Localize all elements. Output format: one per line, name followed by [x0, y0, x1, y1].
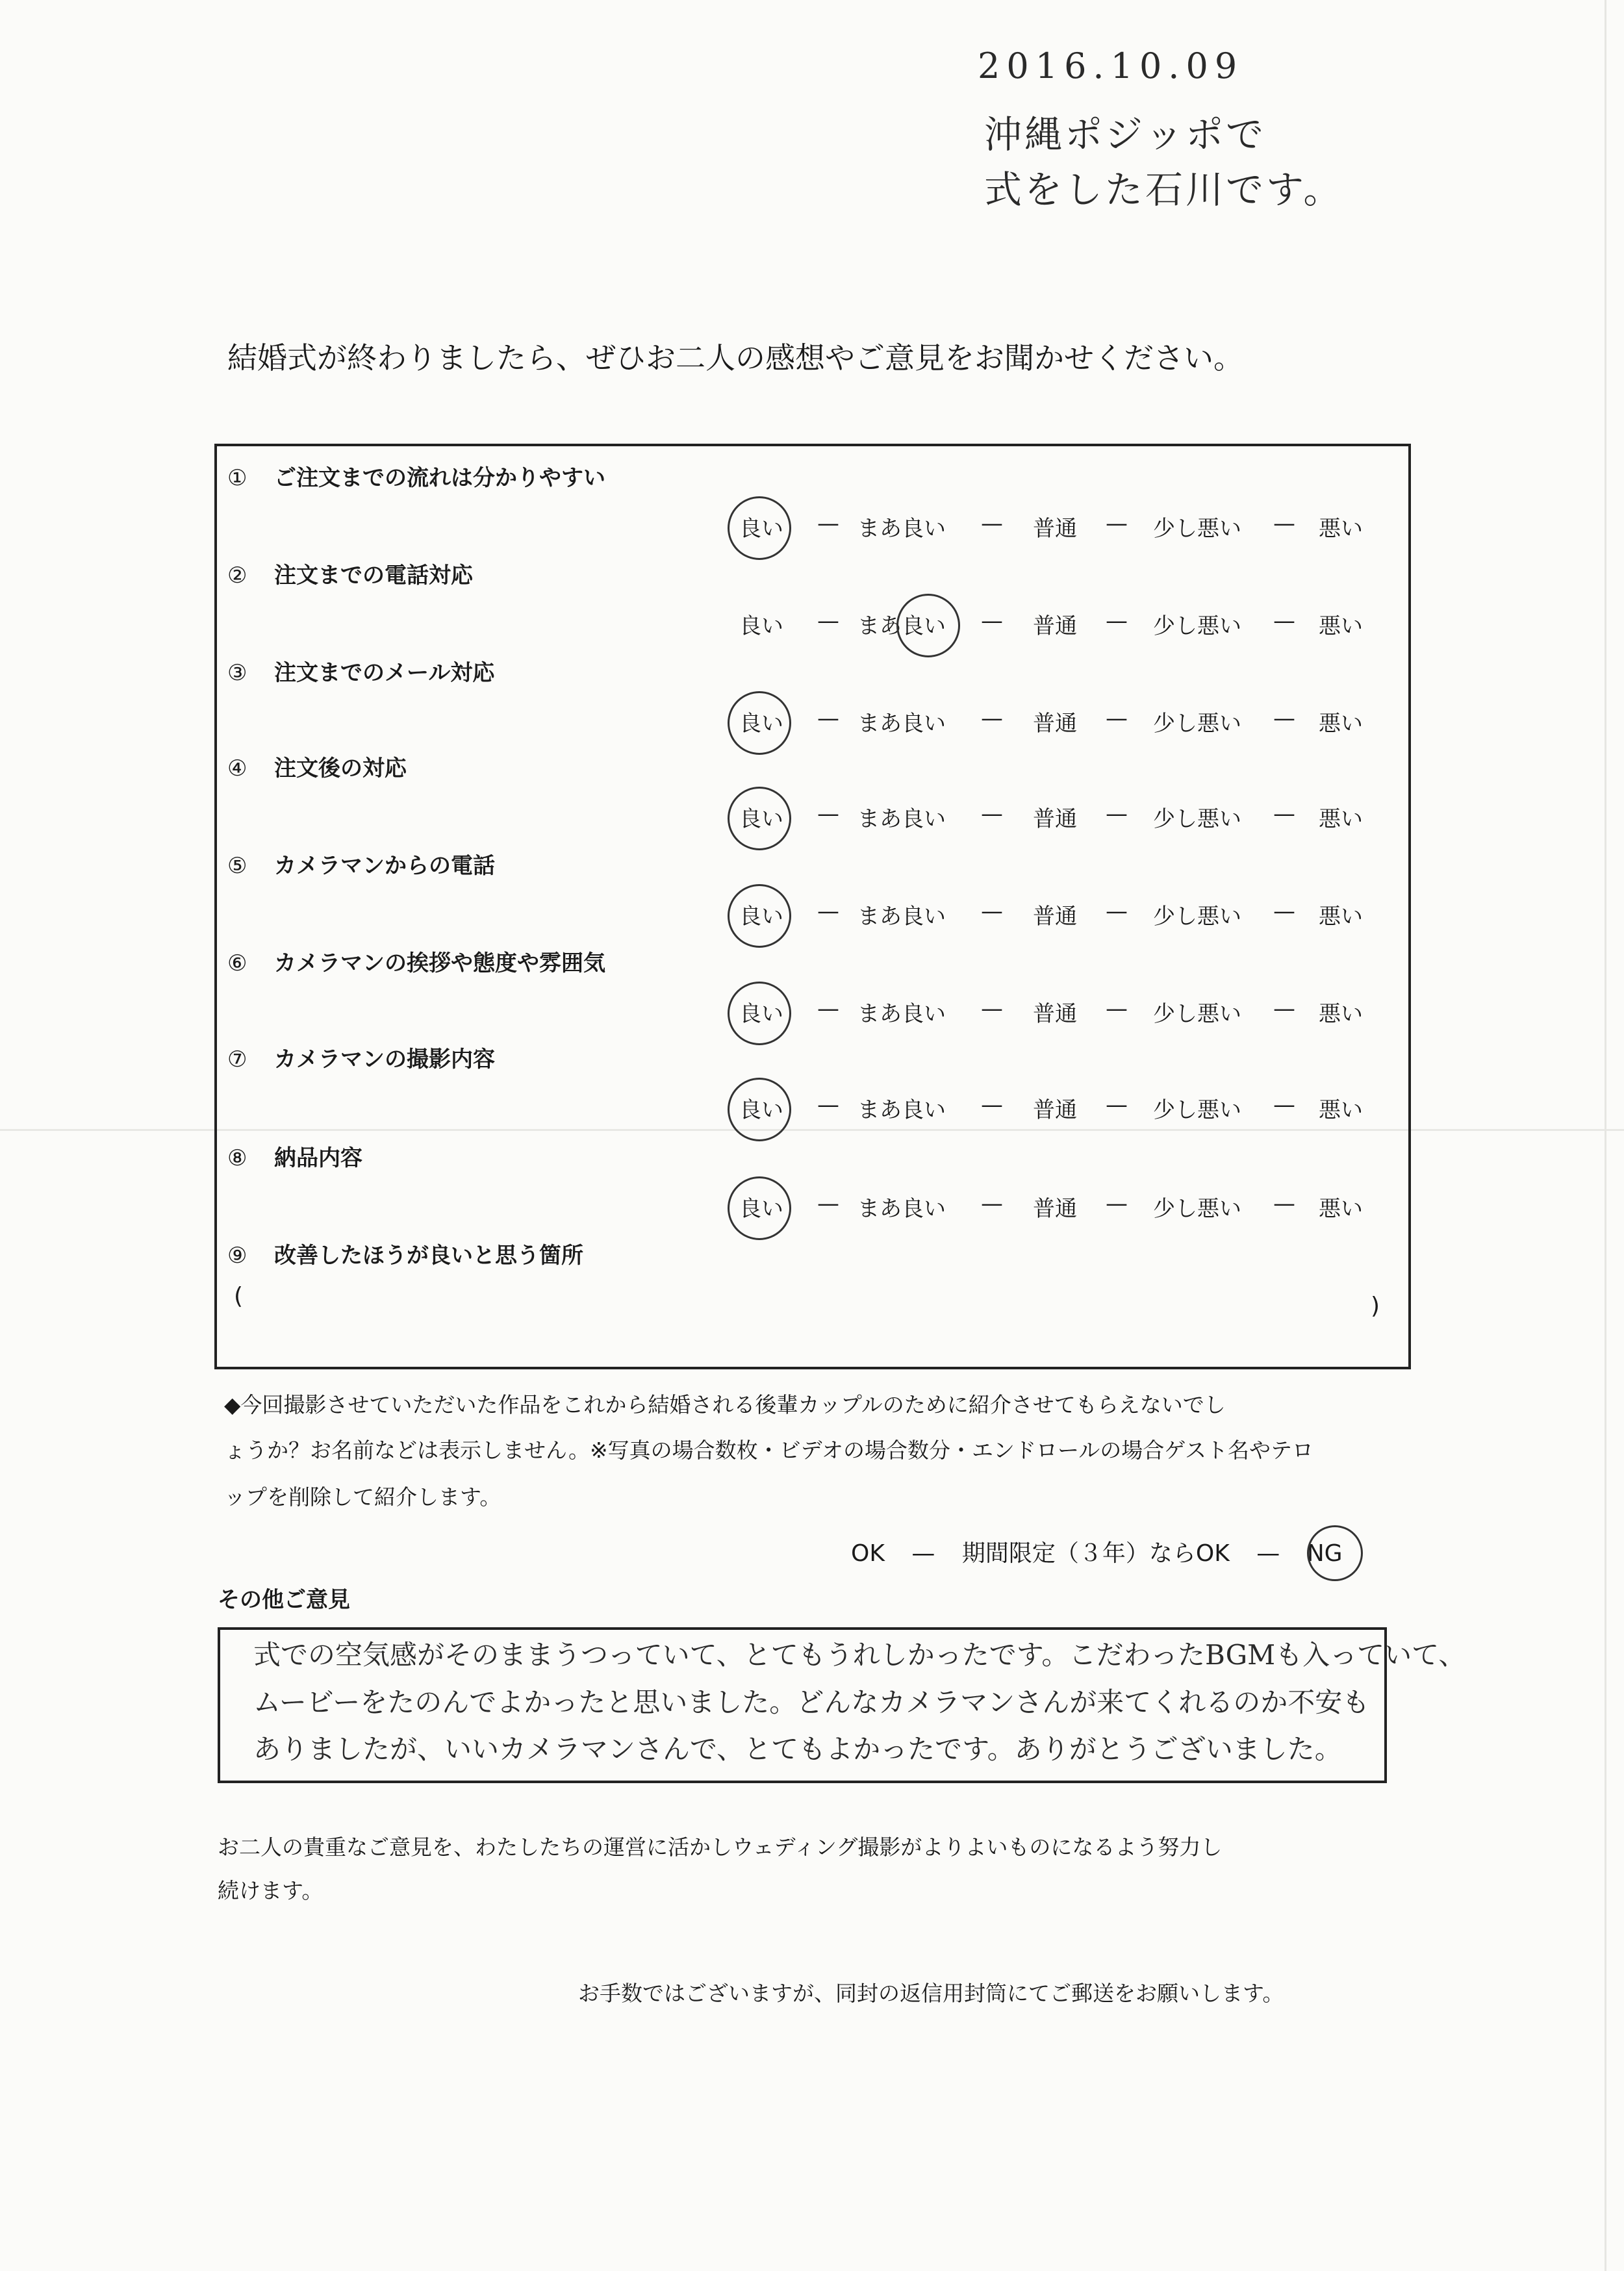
rating-option[interactable]: 少し悪い	[1153, 516, 1241, 542]
rating-scale	[227, 1092, 1397, 1124]
rating-option[interactable]: まあ良い	[857, 904, 946, 930]
rating-option[interactable]: 良い	[739, 806, 783, 832]
rating-separator: —	[1106, 898, 1128, 924]
selected-circle	[728, 1176, 791, 1240]
rating-option[interactable]: 少し悪い	[1153, 711, 1241, 737]
option-ok[interactable]: OK	[851, 1540, 885, 1567]
rating-separator: —	[981, 898, 1003, 924]
question-title	[227, 945, 605, 977]
rating-option[interactable]: 良い	[739, 904, 783, 930]
rating-separator: —	[817, 511, 839, 537]
rating-separator: —	[1106, 801, 1128, 827]
selected-circle	[728, 1078, 791, 1141]
selected-circle	[728, 884, 791, 948]
rating-option[interactable]: 悪い	[1319, 806, 1363, 832]
rating-separator: —	[817, 996, 839, 1022]
question-number: ①	[227, 465, 247, 491]
rating-separator: —	[1273, 898, 1295, 924]
selected-circle	[728, 496, 791, 560]
rating-option[interactable]: まあ良い	[857, 613, 946, 639]
rating-option[interactable]: 良い	[739, 1196, 783, 1222]
selected-circle	[728, 787, 791, 850]
rating-separator: —	[1106, 1191, 1128, 1217]
outro-text-line-1: お二人の貴重なご意見を、わたしたちの運営に活かしウェディング撮影がよりよいものになるよう努力し	[218, 1834, 1223, 1860]
rating-separator: —	[981, 996, 1003, 1022]
rating-option[interactable]: 少し悪い	[1153, 904, 1241, 930]
rating-scale	[227, 608, 1397, 641]
rating-option[interactable]: まあ良い	[857, 1001, 946, 1027]
rating-option[interactable]: 悪い	[1319, 1097, 1363, 1123]
question-number: ②	[227, 563, 247, 589]
question-title	[227, 1237, 583, 1269]
option-limited[interactable]: 期間限定（３年）ならOK	[961, 1540, 1230, 1567]
paper-edge-shadow	[1605, 0, 1606, 2271]
question-title	[227, 848, 495, 880]
close-paren: )	[1371, 1293, 1380, 1319]
question-title	[227, 1140, 362, 1172]
question-title	[227, 655, 494, 687]
selected-circle	[1307, 1525, 1363, 1581]
rating-option[interactable]: 悪い	[1319, 711, 1363, 737]
open-paren: (	[234, 1283, 244, 1310]
question-number: ⑥	[227, 950, 247, 976]
outro-text-line-2: 続けます。	[218, 1878, 324, 1903]
rating-option[interactable]: 悪い	[1319, 1001, 1363, 1027]
rating-separator: —	[1273, 996, 1295, 1022]
rating-scale	[227, 801, 1397, 833]
other-comments-heading: その他ご意見	[218, 1587, 350, 1613]
rating-separator: —	[981, 1191, 1003, 1217]
question-label: 注文までのメール対応	[274, 660, 495, 686]
rating-option[interactable]: 良い	[739, 1001, 783, 1027]
publication-text-line-3: ップを削除して紹介します。	[224, 1484, 501, 1510]
closing-text: お手数ではございますが、同封の返信用封筒にてご郵送をお願いします。	[578, 1981, 1284, 2006]
question-label: ご注文までの流れは分かりやすい	[274, 465, 605, 491]
rating-separator: —	[1273, 608, 1295, 634]
rating-separator: —	[981, 511, 1003, 537]
comment-line-1: 式での空気感がそのままうつっていて、とてもうれしかったです。こだわったBGMも入っていて、	[253, 1639, 1466, 1671]
rating-separator: —	[1273, 705, 1295, 731]
rating-option[interactable]: 少し悪い	[1153, 1001, 1241, 1027]
rating-option[interactable]: 普通	[1033, 904, 1077, 930]
question-number: ⑤	[227, 853, 247, 879]
rating-option[interactable]: 少し悪い	[1153, 613, 1241, 639]
rating-separator: —	[817, 1191, 839, 1217]
rating-scale	[227, 996, 1397, 1028]
question-label: カメラマンの撮影内容	[274, 1047, 495, 1072]
question-number: ⑧	[227, 1145, 247, 1171]
rating-option[interactable]: 少し悪い	[1153, 806, 1241, 832]
rating-separator: —	[1273, 801, 1295, 827]
intro-text: 結婚式が終わりましたら、ぜひお二人の感想やご意見をお聞かせください。	[227, 340, 1243, 375]
question-label: カメラマンからの電話	[274, 853, 495, 879]
rating-separator: —	[981, 608, 1003, 634]
question-title	[227, 460, 605, 492]
rating-separator: —	[981, 1092, 1003, 1118]
rating-option[interactable]: 悪い	[1319, 613, 1363, 639]
rating-separator: —	[817, 898, 839, 924]
rating-option[interactable]: まあ良い	[857, 711, 946, 737]
rating-option[interactable]: 良い	[739, 613, 783, 639]
rating-separator: —	[1106, 608, 1128, 634]
rating-separator: —	[981, 801, 1003, 827]
rating-option[interactable]: 良い	[739, 711, 783, 737]
rating-option[interactable]: 良い	[739, 1097, 783, 1123]
rating-separator: —	[1106, 705, 1128, 731]
rating-option[interactable]: 悪い	[1319, 1196, 1363, 1222]
option-ng[interactable]: NG	[1306, 1540, 1343, 1567]
rating-separator: —	[1106, 1092, 1128, 1118]
handwritten-date: 2016.10.09	[978, 45, 1244, 86]
rating-option[interactable]: まあ良い	[857, 806, 946, 832]
question-label: 注文後の対応	[274, 755, 407, 781]
rating-option[interactable]: 普通	[1033, 1001, 1077, 1027]
selected-circle	[896, 594, 960, 657]
question-number: ⑨	[227, 1243, 247, 1269]
rating-option[interactable]: 普通	[1033, 1196, 1077, 1222]
publication-text-line-2: ょうか？お名前などは表示しません。※写真の場合数枚・ビデオの場合数分・エンドロールの場合ゲスト名やテロ	[224, 1438, 1313, 1463]
question-number: ④	[227, 755, 247, 781]
rating-separator: —	[1273, 1092, 1295, 1118]
question-number: ⑦	[227, 1047, 247, 1072]
question-label: 注文までの電話対応	[274, 563, 473, 589]
handwritten-venue: 沖縄ポジッポで	[984, 112, 1267, 157]
rating-option[interactable]: 少し悪い	[1153, 1196, 1241, 1222]
comment-line-3: ありましたが、いいカメラマンさんで、とてもよかったです。ありがとうございました。	[253, 1733, 1342, 1765]
rating-option[interactable]: まあ良い	[857, 516, 946, 542]
rating-scale	[227, 705, 1397, 738]
question-number: ③	[227, 660, 247, 686]
rating-option[interactable]: 悪い	[1319, 516, 1363, 542]
question-label: 納品内容	[274, 1145, 362, 1171]
rating-separator: —	[817, 1092, 839, 1118]
rating-option[interactable]: 普通	[1033, 613, 1077, 639]
rating-option[interactable]: 普通	[1033, 806, 1077, 832]
rating-separator: —	[817, 705, 839, 731]
rating-option[interactable]: 悪い	[1319, 904, 1363, 930]
question-label: カメラマンの挨拶や態度や雰囲気	[274, 950, 605, 976]
option-separator: —	[1256, 1540, 1280, 1567]
handwritten-name: 式をした石川です。	[984, 168, 1344, 212]
rating-scale	[227, 1191, 1397, 1223]
rating-separator: —	[1106, 511, 1128, 537]
comment-line-2: ムービーをたのんでよかったと思いました。どんなカメラマンさんが来てくれるのか不安も	[253, 1686, 1370, 1718]
rating-option[interactable]: 普通	[1033, 516, 1077, 542]
question-title	[227, 557, 473, 589]
publication-options	[851, 1535, 1362, 1568]
rating-option[interactable]: 普通	[1033, 711, 1077, 737]
rating-separator: —	[1273, 1191, 1295, 1217]
selected-circle	[728, 691, 791, 755]
rating-option[interactable]: まあ良い	[857, 1097, 946, 1123]
rating-scale	[227, 898, 1397, 931]
rating-separator: —	[817, 801, 839, 827]
rating-option[interactable]: 普通	[1033, 1097, 1077, 1123]
selected-circle	[728, 982, 791, 1045]
question-title	[227, 1041, 495, 1073]
rating-option[interactable]: 良い	[739, 516, 783, 542]
rating-option[interactable]: 少し悪い	[1153, 1097, 1241, 1123]
rating-separator: —	[981, 705, 1003, 731]
question-title	[227, 750, 407, 782]
question-label: 改善したほうが良いと思う箇所	[274, 1243, 583, 1269]
rating-separator: —	[817, 608, 839, 634]
publication-text-line-1: ◆今回撮影させていただいた作品をこれから結婚される後輩カップルのために紹介させてもらえないでし	[224, 1392, 1226, 1417]
option-separator: —	[911, 1540, 935, 1567]
rating-option[interactable]: まあ良い	[857, 1196, 946, 1222]
rating-separator: —	[1273, 511, 1295, 537]
rating-scale	[227, 511, 1397, 543]
rating-separator: —	[1106, 996, 1128, 1022]
